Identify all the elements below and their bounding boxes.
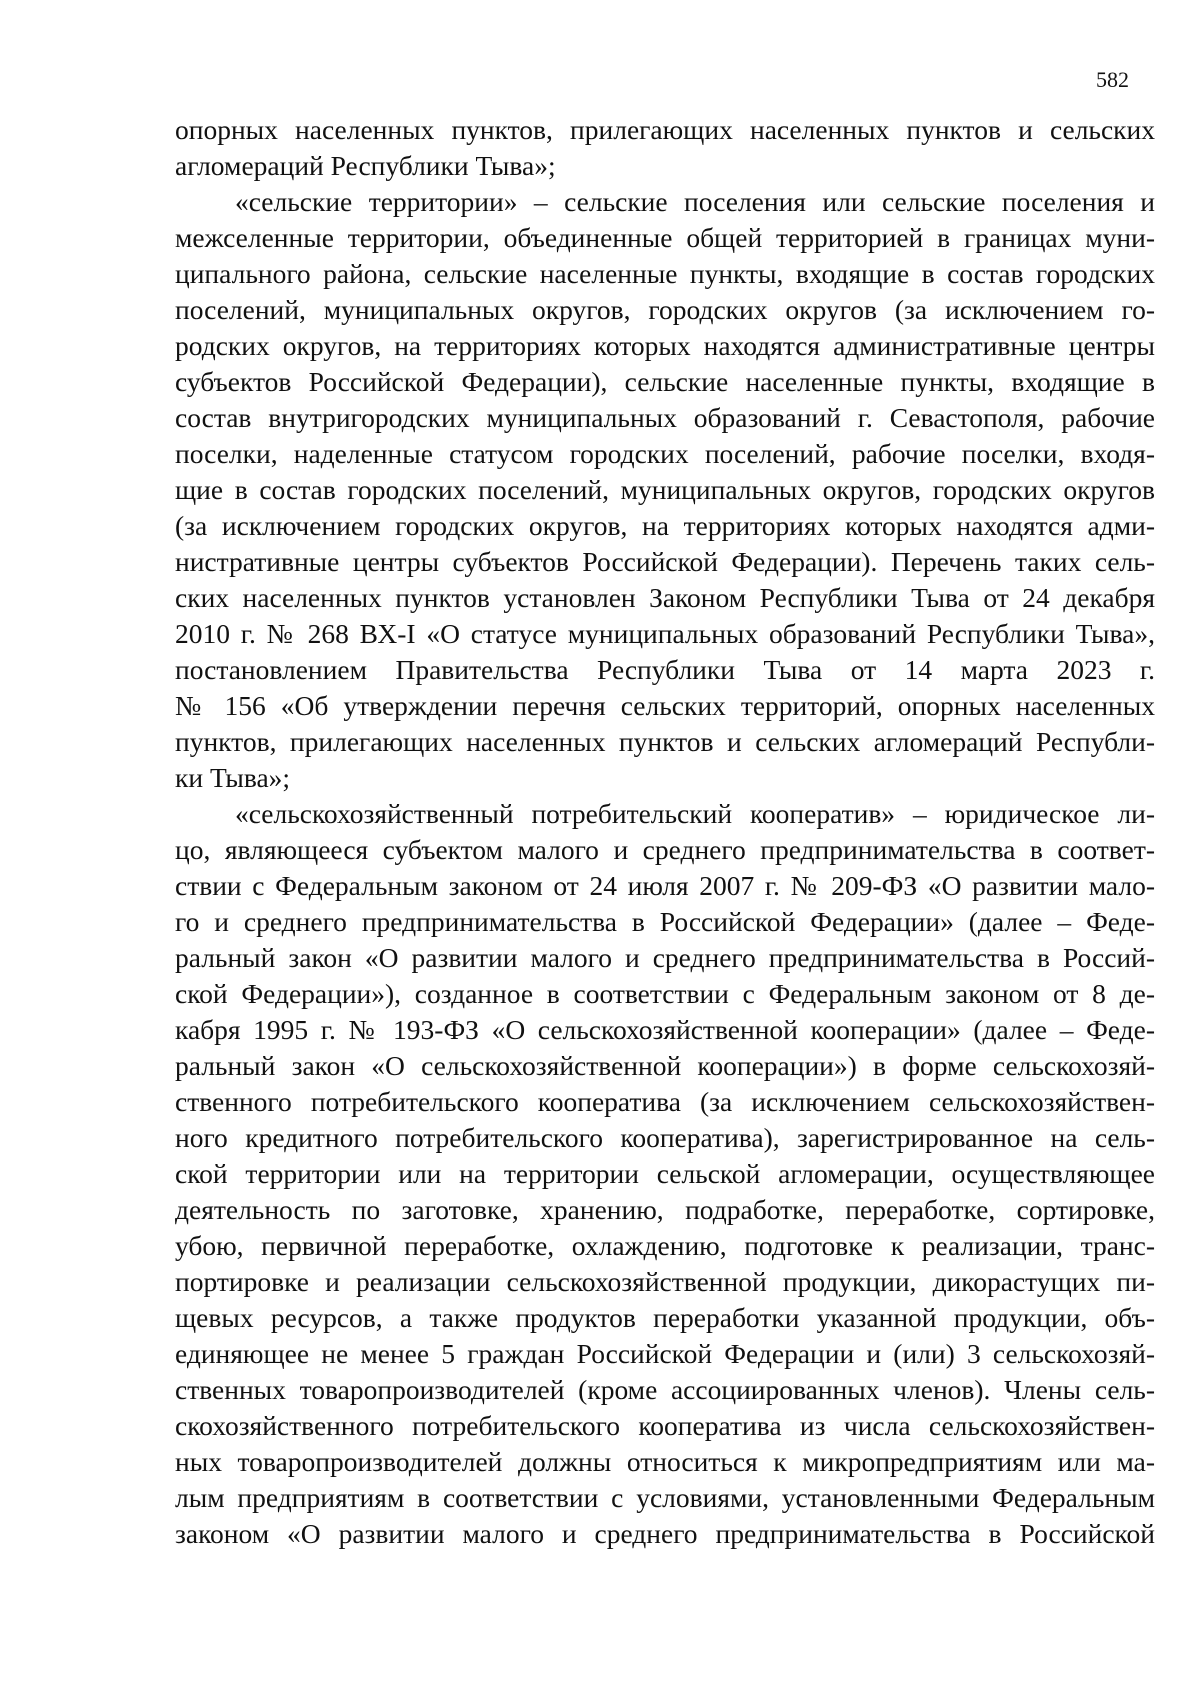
paragraph-rural-territories — [175, 184, 1155, 796]
text-line: щевых ресурсов, а также продуктов переработки указанной продукции, объ- — [175, 1302, 1155, 1333]
text-line: № 156 «Об утверждении перечня сельских территорий, опорных населенных — [175, 690, 1155, 721]
text-line: опорных населенных пунктов, прилегающих населенных пунктов и сельских — [175, 114, 1155, 145]
text-line: ственных товаропроизводителей (кроме ассоциированных членов). Члены сель- — [175, 1374, 1155, 1405]
text-line: агломераций Республики Тыва»; — [175, 150, 556, 181]
text-line: ственного потребительского кооператива (за исключением сельскохозяйствен- — [175, 1086, 1155, 1117]
page-number: 582 — [1096, 67, 1129, 92]
text-line: поселки, наделенные статусом городских поселений, рабочие поселки, входя- — [175, 438, 1155, 469]
text-line: состав внутригородских муниципальных образований г. Севастополя, рабочие — [175, 402, 1155, 433]
text-line: ных товаропроизводителей должны относиться к микропредприятиям или ма- — [175, 1446, 1155, 1477]
text-line: ствии с Федеральным законом от 24 июля 2007 г. № 209-ФЗ «О развитии мало- — [175, 870, 1155, 901]
text-line: «сельские территории» – сельские поселения или сельские поселения и — [235, 186, 1155, 217]
text-line: го и среднего предпринимательства в Российской Федерации» (далее – Феде- — [175, 906, 1155, 937]
text-line: ного кредитного потребительского кооператива), зарегистрированное на сель- — [175, 1122, 1155, 1153]
text-line: пунктов, прилегающих населенных пунктов и сельских агломераций Республи- — [175, 726, 1155, 757]
text-line: скохозяйственного потребительского кооператива из числа сельскохозяйствен- — [175, 1410, 1155, 1441]
text-line: цо, являющееся субъектом малого и среднего предпринимательства в соответ- — [175, 834, 1155, 865]
document-body — [175, 112, 1155, 1552]
text-line: законом «О развитии малого и среднего предпринимательства в Российской — [175, 1518, 1155, 1549]
text-line: щие в состав городских поселений, муниципальных округов, городских округов — [175, 474, 1155, 505]
text-line: ральный закон «О развитии малого и среднего предпринимательства в Россий- — [175, 942, 1155, 973]
text-line: ральный закон «О сельскохозяйственной кооперации») в форме сельскохозяй- — [175, 1050, 1155, 1081]
text-line: кабря 1995 г. № 193-ФЗ «О сельскохозяйственной кооперации» (далее – Феде- — [175, 1014, 1155, 1045]
paragraph-agricultural-cooperative — [175, 796, 1155, 1552]
text-line: 2010 г. № 268 ВХ-I «О статусе муниципальных образований Республики Тыва», — [175, 618, 1155, 649]
paragraph-continuation — [175, 112, 1155, 184]
text-line: ципального района, сельские населенные пункты, входящие в состав городских — [175, 258, 1155, 289]
text-line: лым предприятиям в соответствии с условиями, установленными Федеральным — [175, 1482, 1155, 1513]
text-line: портировке и реализации сельскохозяйственной продукции, дикорастущих пи- — [175, 1266, 1155, 1297]
text-line: единяющее не менее 5 граждан Российской Федерации и (или) 3 сельскохозяй- — [175, 1338, 1155, 1369]
text-line: субъектов Российской Федерации), сельские населенные пункты, входящие в — [175, 366, 1155, 397]
text-line: ской Федерации»), созданное в соответствии с Федеральным законом от 8 де- — [175, 978, 1155, 1009]
text-line: межселенные территории, объединенные общей территорией в границах муни- — [175, 222, 1155, 253]
text-line: нистративные центры субъектов Российской Федерации). Перечень таких сель- — [175, 546, 1155, 577]
text-line: ских населенных пунктов установлен Законом Республики Тыва от 24 декабря — [175, 582, 1155, 613]
text-line: деятельность по заготовке, хранению, подработке, переработке, сортировке, — [175, 1194, 1155, 1225]
text-line: убою, первичной переработке, охлаждению, подготовке к реализации, транс- — [175, 1230, 1155, 1261]
text-line: ки Тыва»; — [175, 762, 291, 793]
text-line: родских округов, на территориях которых находятся административные центры — [175, 330, 1155, 361]
text-line: (за исключением городских округов, на территориях которых находятся адми- — [175, 510, 1155, 541]
text-line: постановлением Правительства Республики Тыва от 14 марта 2023 г. — [175, 654, 1155, 685]
text-line: «сельскохозяйственный потребительский кооператив» – юридическое ли- — [235, 798, 1155, 829]
text-line: поселений, муниципальных округов, городских округов (за исключением го- — [175, 294, 1155, 325]
text-line: ской территории или на территории сельской агломерации, осуществляющее — [175, 1158, 1155, 1189]
